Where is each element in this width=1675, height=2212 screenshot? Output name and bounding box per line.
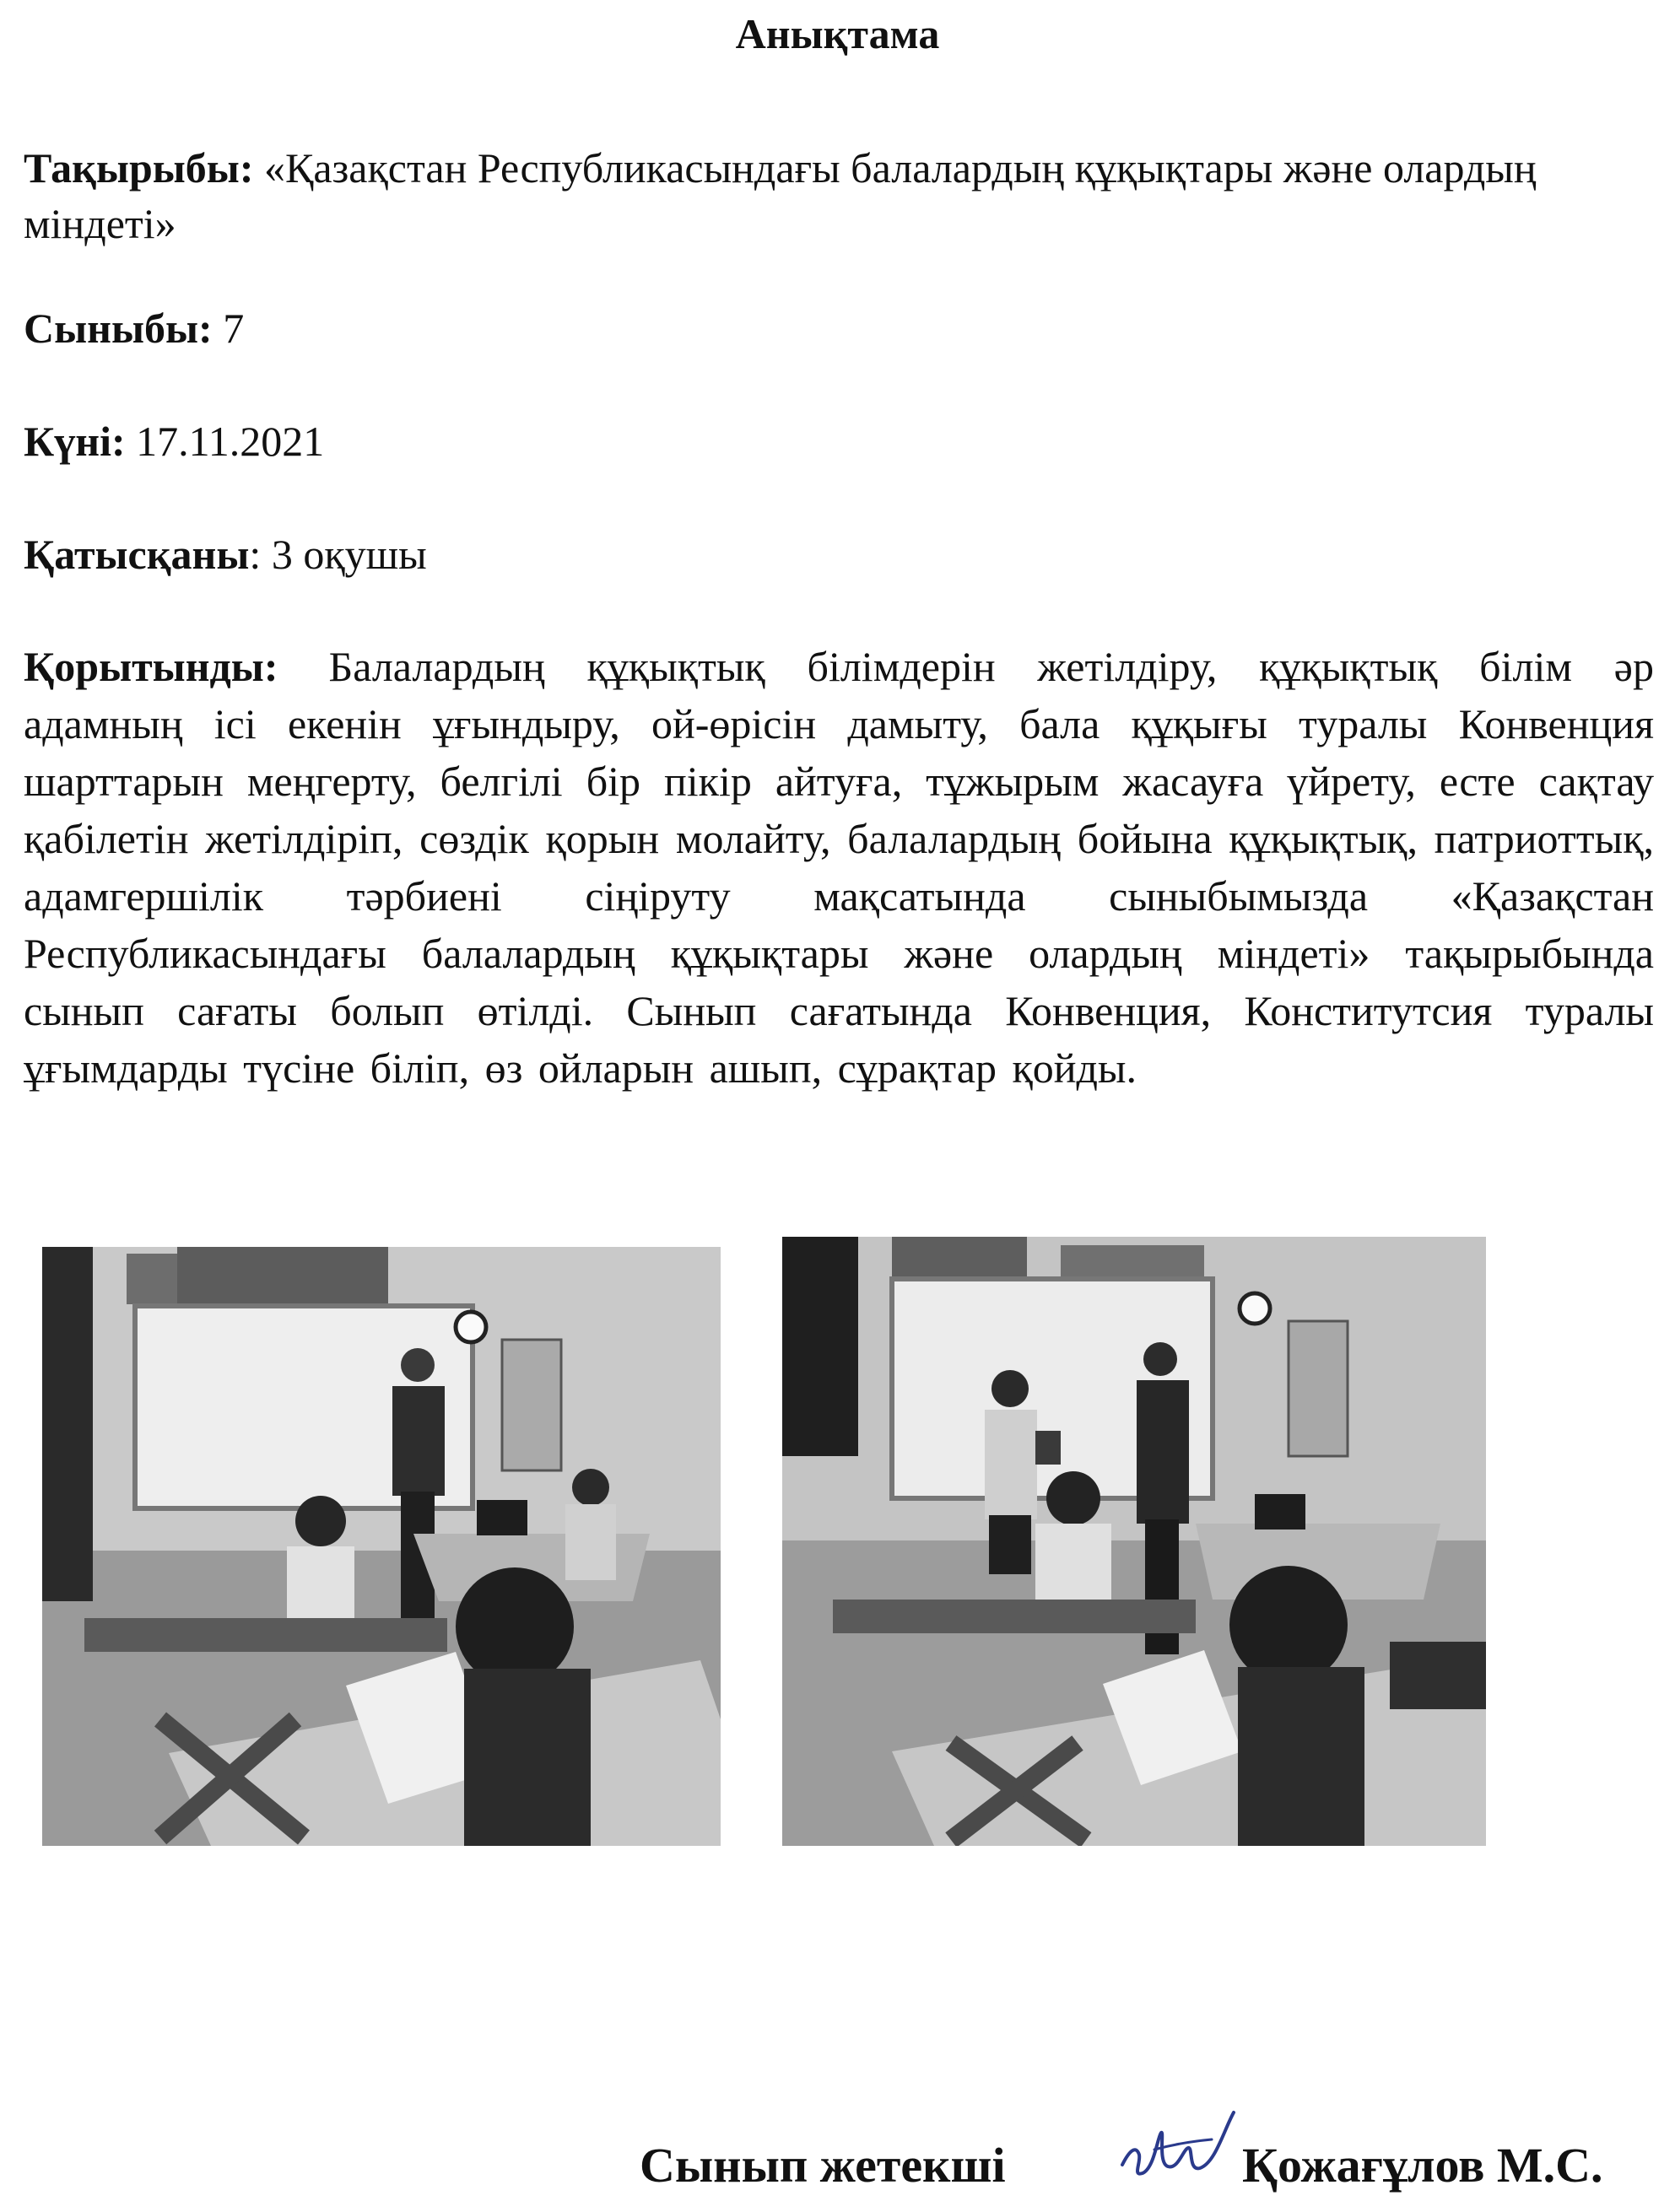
document-title: Анықтама xyxy=(735,10,940,57)
topic-field xyxy=(24,140,1652,251)
footer-role: Сынып жетекші xyxy=(640,2138,1006,2193)
attendance-field xyxy=(24,526,427,582)
conclusion-label: Қорытынды: xyxy=(24,643,278,690)
classroom-photo-1-image xyxy=(42,1247,721,1846)
grade-value: 7 xyxy=(223,305,245,352)
signature-image xyxy=(1105,2099,1257,2192)
topic-label: Тақырыбы: xyxy=(24,144,254,192)
grade-field xyxy=(24,300,244,356)
conclusion-paragraph xyxy=(24,638,1654,1097)
classroom-photo-1 xyxy=(42,1247,721,1846)
attendance-label: Қатысқаны xyxy=(24,531,250,578)
date-value: 17.11.2021 xyxy=(136,418,325,465)
classroom-photo-2 xyxy=(782,1237,1486,1846)
date-label: Күні: xyxy=(24,418,126,465)
classroom-photo-2-image xyxy=(782,1237,1486,1846)
conclusion-text: Балалардың құқықтық білімдерін жетілдіру, құқықтық білім әр адамның ісі екенін ұғындыру, ой-өрісін дамыту, бала құқығы туралы Конвенция шарттарын меңгерту, белгілі бір пікір айтуға, тұжырым жасауға үйрету, есте сақтау қабілетін жетілдіріп, сөздік қорын молайту, балалардың бойына құқықтық, патриоттық, адамгершілік тәрбиені сіңіруту мақсатында сыныбымызда «Қазақстан Республикасындағы балалардың құқықтары және олардың міндеті» тақырыбында сынып сағаты болып өтілді. Сынып сағатында Конвенция, Конститутсия туралы ұғымдарды түсіне біліп, өз ойларын ашып, сұрақтар қойды. xyxy=(24,643,1654,1092)
footer-name: Қожағұлов М.С. xyxy=(1242,2138,1603,2193)
topic-value: «Қазақстан Республикасындағы балалардың құқықтары және олардың міндеті» xyxy=(24,144,1537,247)
date-field xyxy=(24,413,324,469)
grade-label: Сыныбы: xyxy=(24,305,213,352)
attendance-value: : 3 оқушы xyxy=(249,531,427,578)
